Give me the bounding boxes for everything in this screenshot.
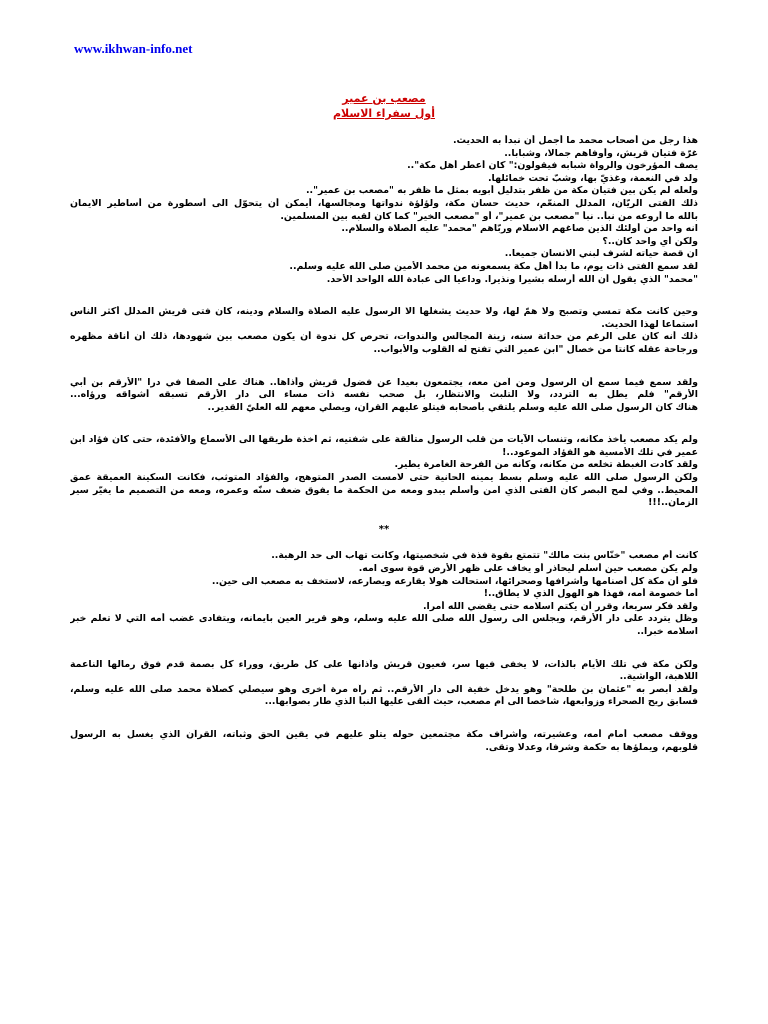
article-header — [200, 91, 568, 121]
paragraph-line: فسابق ريح الصحراء وزوابعها، شاخصا الى أم مصعب، حيث ألقى عليها النبأ الذي طار بصوابها... — [264, 696, 698, 708]
paragraph-line: عمير في تلك الأمسية هو الفؤاد الموعود..! — [502, 446, 698, 458]
paragraph-line: قلوبهم، ويملؤها به حكمة وشرفا، وعدلا وتقى. — [485, 741, 698, 753]
paragraph-line: وظل يتردد على دار الأرقم، ويجلس الى رسول الله صلى الله عليه وسلم، وهو قرير العين بايمانه، ويتفادى غضب أمه التي لا تعلم خبر — [70, 613, 698, 625]
paragraph-line: ذلك الفتى الريّان، المدلل المنعّم، حديث حسان مكة، ولؤلؤة ندواتها ومجالسها، أيمكن أن يتحوّل الى أسطورة من أساطير الايمان — [70, 197, 698, 209]
paragraph-line: ووقف مصعب أمام أمه، وعشيرته، وأشراف مكة مجتمعين حوله يتلو عليهم في يقين الحق وثباته، القرآن الذي يغسل به الرسول — [70, 728, 698, 740]
paragraph-line: وحين كانت مكة تمسي وتصبح ولا همّ لها، ولا حديث يشغلها الا الرسول عليه الصلاة والسلام ودينه، كان فتى قريش المدلل أكثر الناس — [70, 306, 698, 318]
paragraph — [70, 659, 698, 709]
paragraph-line: المحيط.. وفي لمح البصر كان الفتى الذي آمن وأسلم يبدو ومعه من الحكمة ما يفوق ضعف سنّه وعمره، ومعه من التصميم ما يغيّر سير — [70, 484, 698, 496]
article-subtitle: أول سفراء الاسلام — [333, 107, 435, 120]
paragraph-line: ولم يكد مصعب يأخذ مكانه، وتنساب الآيات من قلب الرسول متألقة على شفتيه، ثم آخذة طريقها الى الأسماع والأفئدة، حتى كان فؤاد ابن — [70, 434, 698, 446]
paragraph-line: غرّة فتيان قريش، وأوفاهم جمالا، وشبابا.. — [504, 147, 698, 159]
paragraph — [70, 434, 698, 510]
paragraph — [70, 729, 698, 754]
paragraph-line: ولقد فكر سريعا، وقرر أن يكتم اسلامه حتى يقضي الله أمرا. — [422, 600, 698, 612]
paragraph-line: الزمان..!!! — [648, 497, 698, 509]
paragraph-line: ان قصة حياته لشرف لبني الانسان جميعا.. — [504, 248, 698, 260]
article-title: مصعب بن عمير — [342, 92, 426, 105]
paragraph-line: اسلامه خبرا.. — [636, 626, 698, 637]
paragraph-line: ولكن أي واحد كان..؟ — [602, 235, 698, 247]
paragraph-line: "محمد" الذي يقول أن الله أرسله بشيرا ونذيرا. وداعيا الى عبادة الله الواحد الأحد. — [326, 273, 698, 285]
paragraph-line: الأرقم" فلم يطل به التردد، ولا التلبث والانتظار، بل صحب نفسه ذات مساء الى دار الأرقم تسبقه أشواقه ورؤاه... — [70, 389, 698, 401]
paragraph-line: ورجاحة عقله كانتا من خصال "ابن عمير التي تفتح له القلوب والأبواب.. — [373, 343, 698, 355]
paragraph-line: ولعله لم يكن بين فتيان مكة من ظفر بتدليل أبويه بمثل ما ظفر به "مصعب بن عمير".. — [305, 185, 698, 197]
paragraph-line: يصف المؤرخون والرواة شبابه فيقولون:" كان أعطر أهل مكة".. — [407, 160, 698, 172]
paragraph — [70, 550, 698, 638]
paragraph-line: ولم يكن مصعب حين أسلم ليحاذر أو يخاف على ظهر الأرض قوة سوى امه. — [358, 563, 698, 575]
paragraph-line: فلو أن مكة كل أصنامها وأشرافها وصحرائها، استحالت هولا يقارعه ويصارعه، لاستخف به مصعب الى حين.. — [211, 575, 698, 587]
paragraph-line: ولقد كادت الغبطة تخلعه من مكانه، وكأنه من الفرحة الغامرة يطير. — [394, 459, 698, 471]
paragraph-line: انه واحد من أولئك الذين صاغهم الاسلام وربّاهم "محمد" عليه الصلاة والسلام.. — [341, 223, 698, 235]
paragraph-line: كانت أم مصعب "خنّاس بنت مالك" تتمتع بقوة فذة في شخصيتها، وكانت تهاب الى حد الرهبة.. — [271, 550, 698, 562]
section-separator: ** — [378, 523, 390, 535]
site-url-link[interactable]: www.ikhwan-info.net — [74, 41, 193, 56]
paragraph-line: اللاهبة، الواشية.. — [619, 671, 698, 683]
paragraph-line: ولكن مكة في تلك الأيام بالذات، لا يخفى فيها سر، فعيون قريش وآذانها على كل طريق، ووراء كل بصمة قدم فوق رمالها الناعمة — [70, 658, 698, 670]
article-body — [70, 135, 698, 774]
paragraph-line: ولكن الرسول صلى الله عليه وسلم بسط يمينه الحانية حتى لامست الصدر المتوهج، والفؤاد المتوثب، فكانت السكينة العميقة عمق — [70, 472, 698, 484]
paragraph-line: هذا رجل من أصحاب محمد ما أجمل أن نبدأ به الحديث. — [452, 135, 698, 146]
paragraph-line: ولقد أبصر به "عثمان بن طلحة" وهو يدخل خفية الى دار الأرقم.. ثم رآه مرة أخرى وهو سيصلي كصلاة محمد صلى الله عليه وسلم، — [70, 683, 698, 695]
paragraph-line: أما خصومة أمه، فهذا هو الهول الذي لا يطاق..! — [483, 588, 698, 600]
paragraph-line: استماعا لهذا الحديث. — [601, 318, 698, 330]
paragraph-line: ذلك أنه كان على الرغم من حداثة سنه، زينة المجالس والندوات، تحرص كل ندوة أن يكون مصعب بين شهودها، ذلك أن أناقة مظهره — [70, 331, 698, 343]
paragraph-line: ولقد سمع فيما سمع أن الرسول ومن آمن معه، يجتمعون بعيدا عن فضول قريش وأذاها.. هناك على الصفا في درا "الأرقم بن أبي — [70, 376, 698, 388]
paragraph-line: بالله ما أروعه من نبأ.. نبأ "مصعب بن عمير"، أو "مصعب الخير" كما كان لقبه بين المسلمين. — [280, 210, 698, 222]
paragraph-line: ولد في النعمة، وغذيّ بها، وشبّ تحت خمائلها. — [488, 172, 698, 184]
paragraph — [70, 377, 698, 415]
paragraph — [70, 135, 698, 286]
paragraph — [70, 306, 698, 356]
paragraph-line: هناك كان الرسول صلى الله عليه وسلم يلتقي بأصحابه فيتلو عليهم القرآن، ويصلي معهم لله العليّ القدير.. — [207, 401, 698, 413]
paragraph-line: لقد سمع الفتى ذات يوم، ما بدأ أهل مكة يسمعونه من محمد الأمين صلى الله عليه وسلم.. — [289, 260, 698, 272]
